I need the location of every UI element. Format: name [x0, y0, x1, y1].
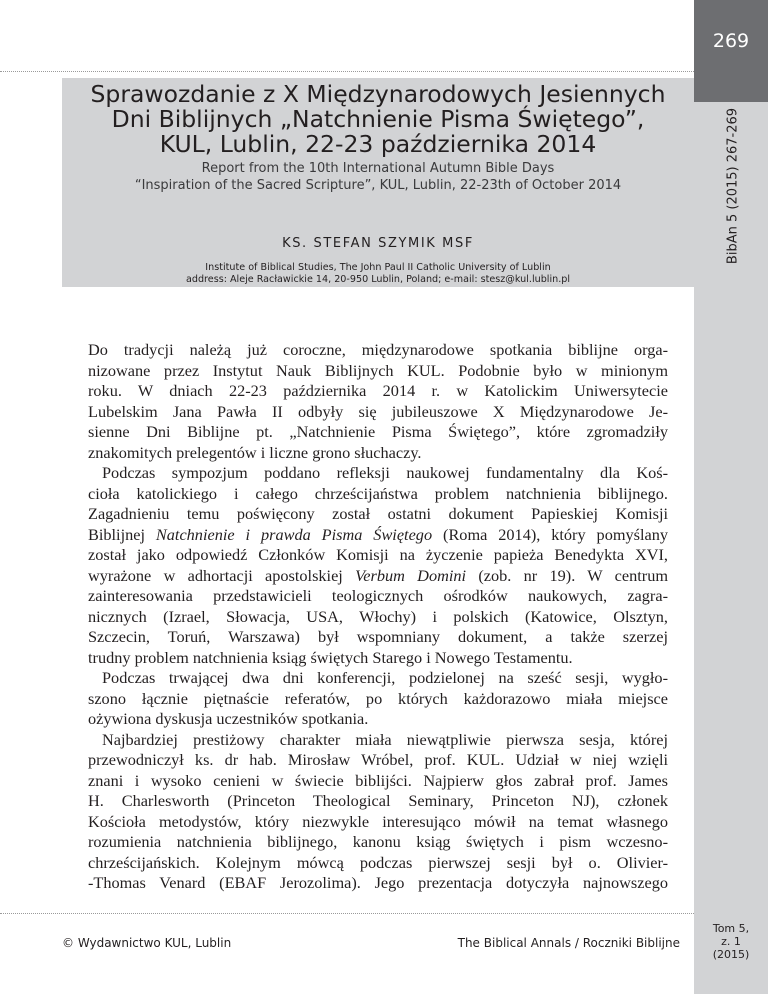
author-affiliation — [62, 262, 694, 286]
body-line: -Thomas Venard (EBAF Jerozolima). Jego prezentacja dotyczyła najnowszego — [88, 873, 668, 892]
title-line: Sprawozdanie z X Międzynarodowych Jesiennych — [90, 80, 666, 108]
body-line: znani i wysoko cenieni w świecie biblijści. Najpierw głos zabrał prof. James — [88, 770, 668, 790]
article-title — [62, 82, 694, 157]
body-line: Najbardziej prestiżowy charakter miała niewątpliwie pierwsza sesja, której — [102, 729, 668, 749]
subtitle-line: Report from the 10th International Autumn Bible Days — [201, 161, 555, 176]
page-number: 269 — [712, 30, 750, 52]
subtitle-line: “Inspiration of the Sacred Scripture”, KUL, Lublin, 22-23th of October 2014 — [134, 178, 622, 193]
volume-info — [694, 922, 768, 961]
body-line — [88, 566, 668, 587]
title-line: Dni Biblijnych „Natchnienie Pisma Świętego”, — [111, 105, 645, 133]
body-line: sienne Dni Biblijne pt. „Natchnienie Pisma Świętego”, które zgromadziły — [88, 422, 668, 441]
body-line: Podczas sympozjum poddano refleksji naukowej fundamentalny dla Koś- — [102, 463, 668, 482]
publisher-footer: © Wydawnictwo KUL, Lublin — [62, 936, 232, 950]
body-line: chrześcijańskich. Kolejnym mówcą podczas pierwszej sesji był o. Olivier- — [88, 852, 668, 872]
document-title-italic: Natchnienie i prawda Pisma Świętego — [155, 524, 433, 544]
affiliation-line: Institute of Biblical Studies, The John Paul II Catholic University of Lublin — [205, 262, 551, 273]
text-run: (zob. nr 19). W centrum — [466, 565, 669, 585]
text-run: (Roma 2014), który pomyślany — [432, 524, 669, 544]
body-line: nizowane przez Instytut Nauk Biblijnych KUL. Podobnie było w minionym — [88, 360, 668, 380]
body-line: Do tradycji należą już coroczne, międzynarodowe spotkania biblijne orga- — [88, 340, 668, 359]
text-run: Biblijnej — [88, 524, 156, 544]
affiliation-line: address: Aleje Racławickie 14, 20-950 Lublin, Poland; e-mail: stesz@kul.lublin.pl — [186, 274, 570, 285]
body-line: nicznych (Izrael, Słowacja, USA, Włochy) i polskich (Katowice, Olsztyn, — [88, 606, 668, 626]
body-line: szono łącznie piętnaście referatów, po których każdorazowo miała miejsce — [88, 688, 668, 708]
volume-line: Tom 5, — [712, 922, 750, 935]
body-line: rozumienia natchnienia biblijnego, kanonu ksiąg świętych i pism wczesno- — [88, 832, 668, 851]
body-line: Kościoła metodystów, który niezwykle interesująco mówił na temat własnego — [88, 811, 668, 831]
body-line: został jako odpowiedź Członków Komisji na życzenie papieża Benedykta XVI, — [88, 545, 668, 564]
body-line: Podczas trwającej dwa dni konferencji, podzielonej na sześć sesji, wygło- — [102, 668, 668, 687]
journal-citation-vertical: BibAn 5 (2015) 267-269 — [725, 107, 741, 265]
volume-line: (2015) — [712, 948, 750, 961]
english-subtitle — [62, 160, 694, 194]
text-run: wyrażone w adhortacji apostolskiej — [88, 565, 356, 585]
bottom-dotted-rule — [0, 913, 694, 914]
body-line — [88, 525, 668, 546]
article-body — [88, 340, 668, 894]
document-title-italic: Verbum Domini — [355, 565, 467, 585]
body-line: H. Charlesworth (Princeton Theological Seminary, Princeton NJ), członek — [88, 791, 668, 810]
journal-footer: The Biblical Annals / Roczniki Biblijne — [457, 936, 680, 950]
body-line: ożywiona dyskusja uczestników spotkania. — [88, 709, 369, 728]
body-line: trudny problem natchnienia ksiąg świętych Starego i Nowego Testamentu. — [88, 647, 573, 667]
title-line: KUL, Lublin, 22-23 października 2014 — [159, 130, 597, 158]
top-dotted-rule — [0, 71, 694, 72]
body-line: cioła katolickiego i całego chrześcijaństwa problem natchnienia biblijnego. — [88, 483, 668, 503]
body-line: przewodniczył ks. dr hab. Mirosław Wróbel, prof. KUL. Udział w niej wzięli — [88, 750, 668, 769]
volume-line: z. 1 — [721, 935, 741, 948]
body-line: znakomitych prelegentów i liczne grono słuchaczy. — [88, 442, 422, 462]
author-name: KS. STEFAN SZYMIK MSF — [282, 236, 474, 251]
body-line: Lubelskim Jana Pawła II odbyły się jubileuszowe X Międzynarodowe Je- — [88, 401, 668, 421]
body-line: roku. W dniach 22-23 października 2014 r. w Katolickim Uniwersytecie — [88, 381, 668, 400]
body-line: Szczecin, Toruń, Warszawa) był wspomniany dokument, a także szerzej — [88, 627, 668, 646]
body-line: zainteresowania przedstawicieli teologicznych ośrodków naukowych, zagra- — [88, 586, 668, 605]
body-line: Zagadnieniu temu poświęcony został ostatni dokument Papieskiej Komisji — [88, 504, 668, 523]
